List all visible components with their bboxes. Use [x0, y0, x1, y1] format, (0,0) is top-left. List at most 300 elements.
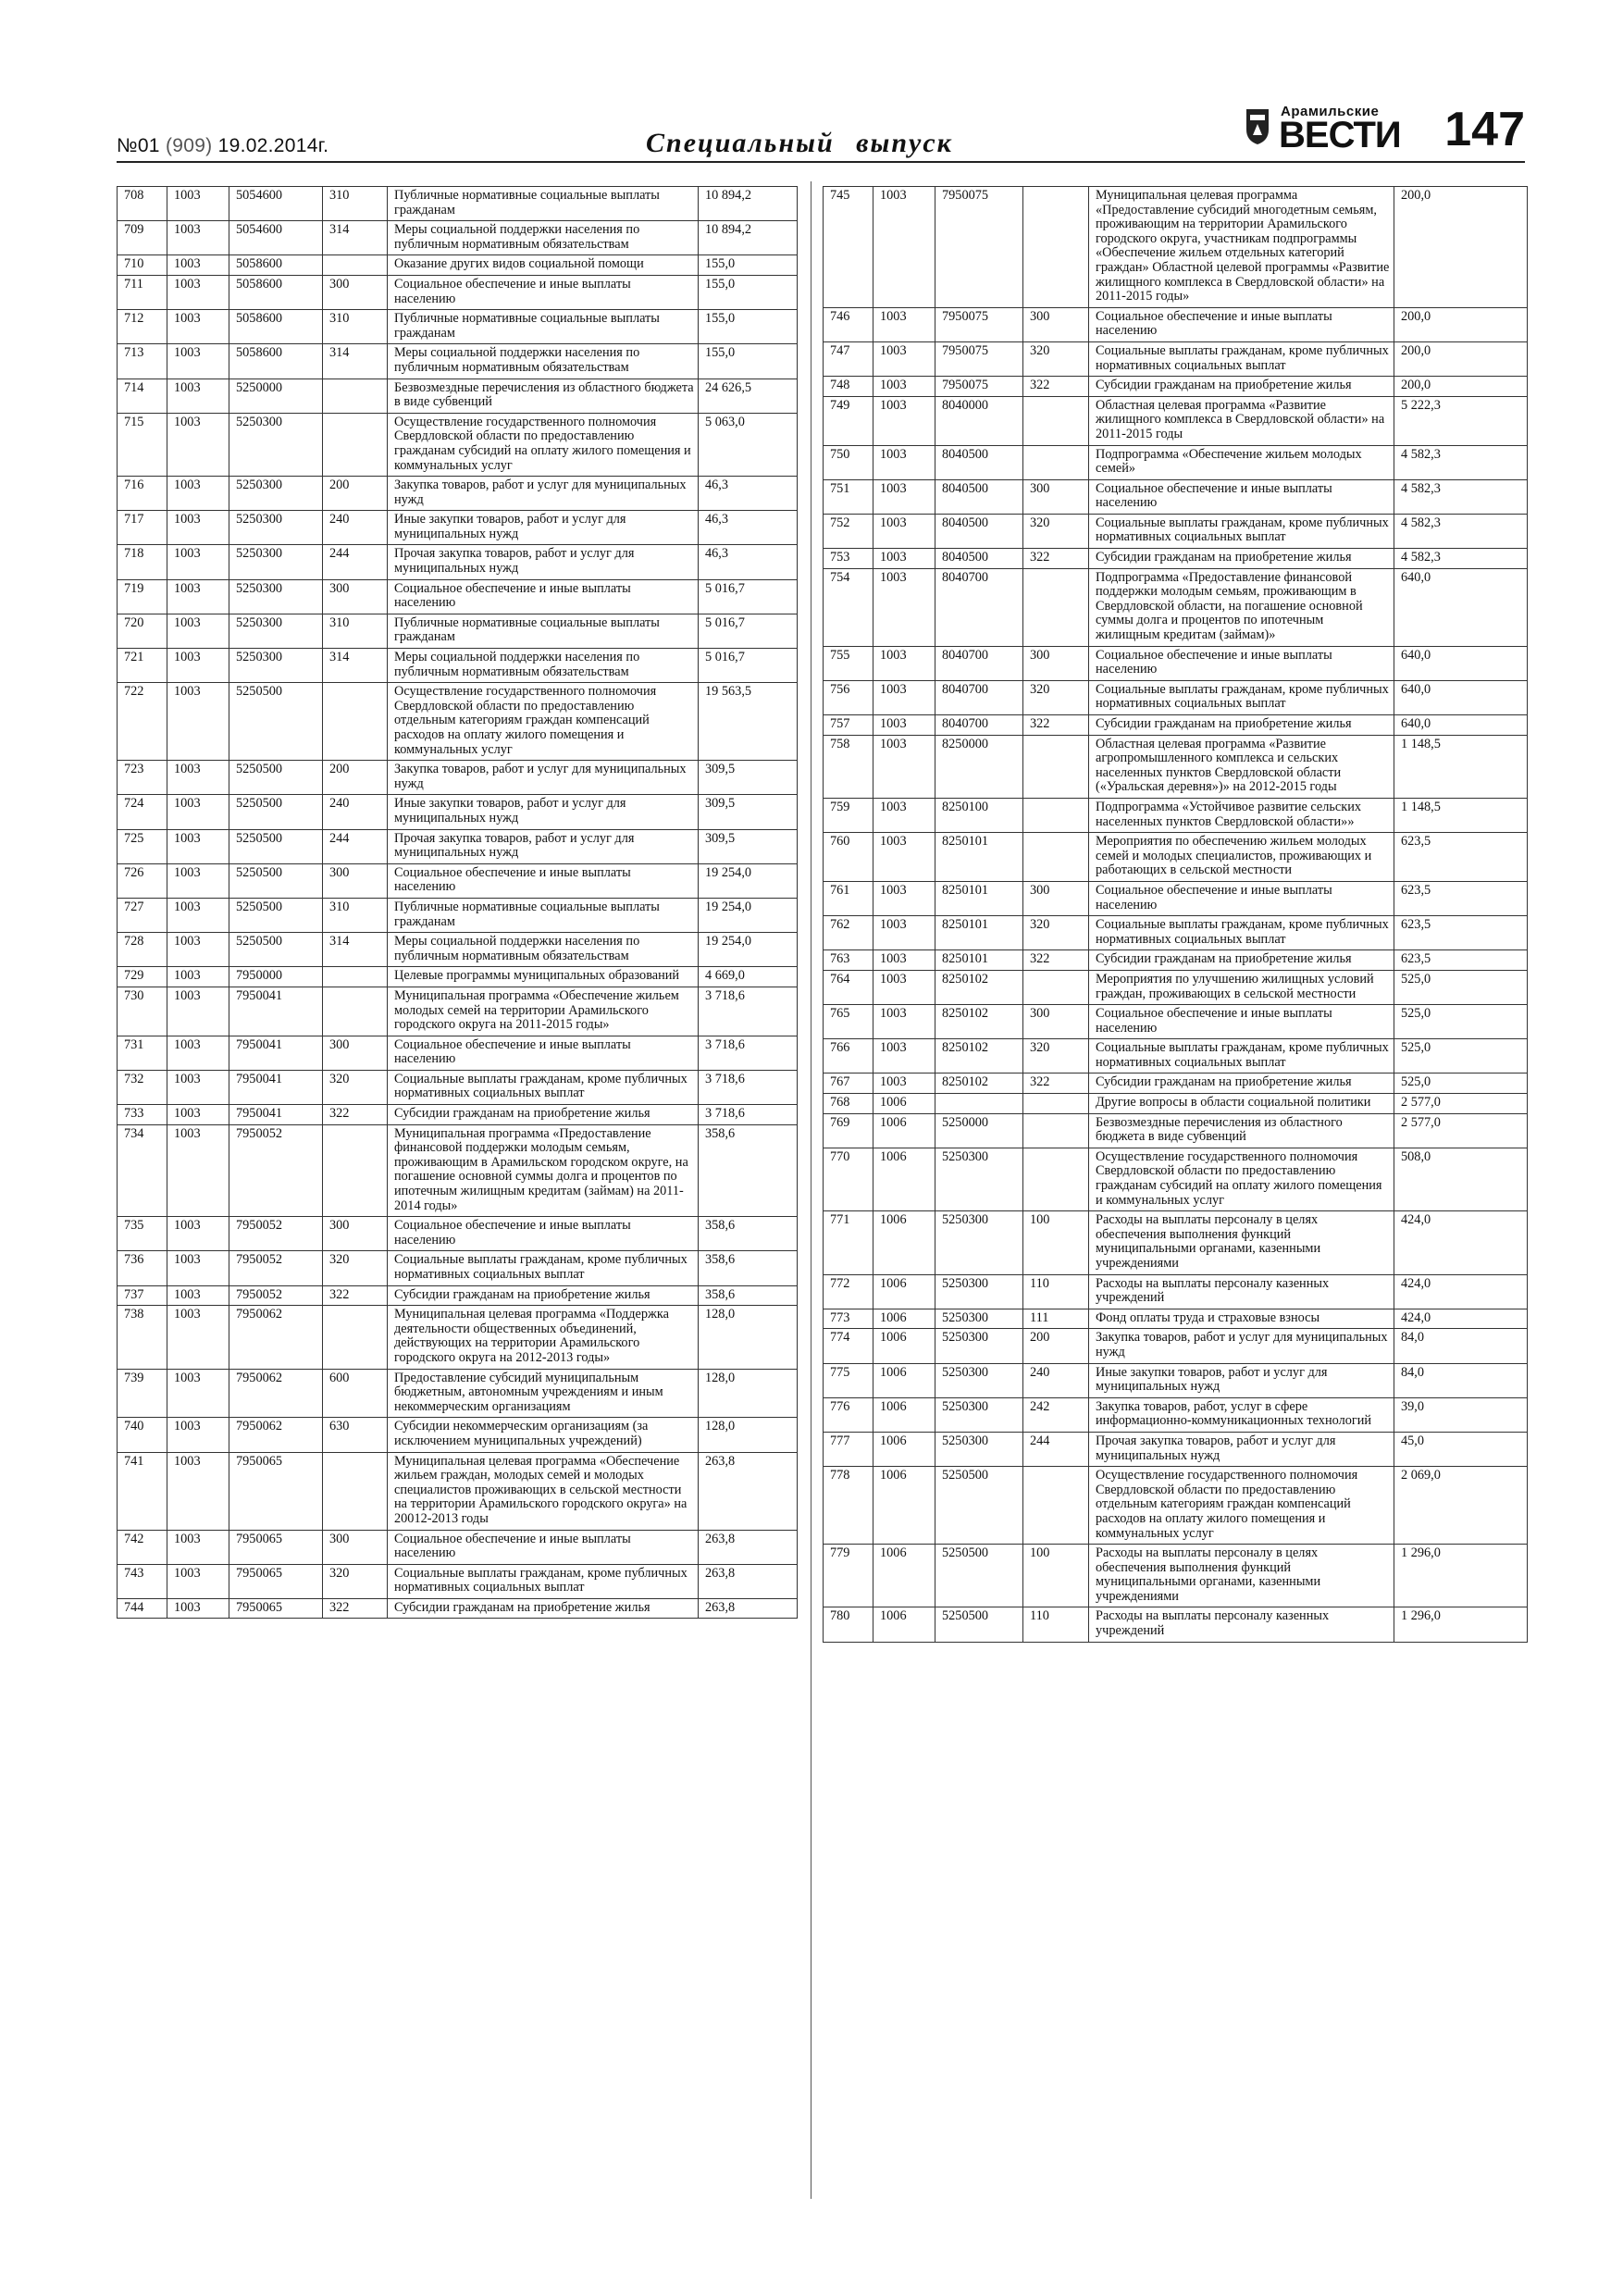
target-code-cell: 5250300	[935, 1397, 1023, 1432]
description-cell: Социальное обеспечение и иные выплаты населению	[388, 579, 699, 614]
table-row	[118, 1251, 798, 1285]
column-divider	[811, 181, 812, 2199]
expense-type-cell	[1023, 798, 1089, 832]
target-code-cell: 7950041	[229, 1105, 323, 1125]
section-code-cell: 1003	[873, 1005, 935, 1039]
table-row	[118, 795, 798, 829]
expense-type-cell: 240	[1023, 1363, 1089, 1397]
row-number-cell: 736	[118, 1251, 167, 1285]
section-code-cell: 1003	[167, 379, 229, 413]
row-number-cell: 742	[118, 1530, 167, 1564]
expense-type-cell: 300	[1023, 479, 1089, 514]
target-code-cell: 7950075	[935, 307, 1023, 341]
target-code-cell: 7950052	[229, 1124, 323, 1217]
expense-type-cell: 320	[1023, 680, 1089, 714]
row-number-cell: 734	[118, 1124, 167, 1217]
amount-cell: 4 582,3	[1394, 479, 1528, 514]
section-code-cell: 1006	[873, 1329, 935, 1363]
row-number-cell: 752	[824, 514, 873, 548]
row-number-cell: 709	[118, 221, 167, 255]
amount-cell: 525,0	[1394, 1074, 1528, 1094]
row-number-cell: 738	[118, 1306, 167, 1369]
row-number-cell: 717	[118, 511, 167, 545]
expense-type-cell: 200	[323, 477, 388, 511]
table-row	[824, 1607, 1528, 1642]
description-cell: Расходы на выплаты персоналу казенных учреждений	[1089, 1274, 1394, 1309]
table-row	[118, 545, 798, 579]
target-code-cell: 5250300	[229, 511, 323, 545]
description-cell: Осуществление государственного полномочия Свердловской области по предоставлению отдельным категориям граждан компенсаций расходов на оплату жилого помещения и коммунальных услуг	[388, 683, 699, 761]
row-number-cell: 726	[118, 863, 167, 898]
section-code-cell: 1003	[167, 898, 229, 932]
expense-type-cell: 322	[1023, 950, 1089, 971]
target-code-cell: 5250500	[229, 761, 323, 795]
section-code-cell: 1006	[873, 1363, 935, 1397]
target-code-cell: 7950041	[229, 1070, 323, 1104]
table-row	[118, 1418, 798, 1452]
description-cell: Муниципальная целевая программа «Поддержка деятельности общественных объединений, действующих на территории Арамильского городского округа на 2012-2013 годы»	[388, 1306, 699, 1369]
table-row	[824, 881, 1528, 915]
amount-cell: 5 016,7	[699, 614, 798, 648]
issue-info	[117, 135, 328, 157]
section-code-cell: 1006	[873, 1607, 935, 1642]
section-code-cell: 1003	[873, 377, 935, 397]
section-code-cell: 1006	[873, 1274, 935, 1309]
row-number-cell: 772	[824, 1274, 873, 1309]
table-row	[824, 1274, 1528, 1309]
target-code-cell: 5250300	[229, 545, 323, 579]
expense-type-cell	[323, 379, 388, 413]
target-code-cell: 8250102	[935, 1074, 1023, 1094]
expense-type-cell: 111	[1023, 1309, 1089, 1329]
section-code-cell: 1006	[873, 1148, 935, 1210]
description-cell: Социальные выплаты гражданам, кроме публичных нормативных социальных выплат	[1089, 1039, 1394, 1074]
amount-cell: 358,6	[699, 1124, 798, 1217]
table-row	[118, 413, 798, 476]
section-code-cell: 1003	[873, 833, 935, 882]
amount-cell: 84,0	[1394, 1363, 1528, 1397]
description-cell: Социальные выплаты гражданам, кроме публичных нормативных социальных выплат	[388, 1564, 699, 1598]
row-number-cell: 712	[118, 310, 167, 344]
description-cell: Социальное обеспечение и иные выплаты населению	[388, 1217, 699, 1251]
amount-cell: 200,0	[1394, 187, 1528, 308]
row-number-cell: 749	[824, 396, 873, 445]
table-row	[824, 1467, 1528, 1545]
target-code-cell: 5250500	[229, 795, 323, 829]
amount-cell: 623,5	[1394, 916, 1528, 950]
table-row	[824, 1363, 1528, 1397]
row-number-cell: 724	[118, 795, 167, 829]
table-row	[118, 1598, 798, 1619]
expense-type-cell	[323, 987, 388, 1036]
amount-cell: 19 563,5	[699, 683, 798, 761]
row-number-cell: 753	[824, 549, 873, 569]
section-code-cell: 1003	[873, 646, 935, 680]
row-number-cell: 748	[824, 377, 873, 397]
section-code-cell: 1003	[167, 967, 229, 987]
description-cell: Закупка товаров, работ и услуг для муниципальных нужд	[388, 477, 699, 511]
table-row	[824, 1432, 1528, 1466]
section-code-cell: 1006	[873, 1113, 935, 1148]
description-cell: Субсидии гражданам на приобретение жилья	[1089, 1074, 1394, 1094]
table-row	[824, 445, 1528, 479]
row-number-cell: 740	[118, 1418, 167, 1452]
expense-type-cell: 314	[323, 933, 388, 967]
expense-type-cell: 300	[323, 275, 388, 309]
target-code-cell: 7950065	[229, 1598, 323, 1619]
description-cell: Муниципальная целевая программа «Предоставление субсидий многодетным семьям, проживающим на территории Арамильского городского округа, участникам подпрограммы «Обеспечение жильем отдельных категорий граждан» Областной целевой программы «Развитие жилищного комплекса в Свердловской области» на 2011-2015 годы»	[1089, 187, 1394, 308]
description-cell: Социальное обеспечение и иные выплаты населению	[1089, 307, 1394, 341]
row-number-cell: 750	[824, 445, 873, 479]
amount-cell: 2 069,0	[1394, 1467, 1528, 1545]
description-cell: Публичные нормативные социальные выплаты гражданам	[388, 310, 699, 344]
table-row	[118, 829, 798, 863]
expense-type-cell	[1023, 1113, 1089, 1148]
table-row	[824, 970, 1528, 1004]
section-code-cell: 1003	[167, 477, 229, 511]
section-code-cell: 1003	[873, 735, 935, 798]
description-cell: Подпрограмма «Обеспечение жильем молодых семей»	[1089, 445, 1394, 479]
target-code-cell: 7950000	[229, 967, 323, 987]
section-code-cell: 1003	[873, 1074, 935, 1094]
expense-type-cell: 200	[323, 761, 388, 795]
description-cell: Осуществление государственного полномочия Свердловской области по предоставлению отдельным категориям граждан компенсаций расходов на оплату жилого помещения и коммунальных услуг	[1089, 1467, 1394, 1545]
table-row	[824, 950, 1528, 971]
row-number-cell: 711	[118, 275, 167, 309]
section-code-cell: 1003	[873, 916, 935, 950]
expense-type-cell: 322	[323, 1105, 388, 1125]
description-cell: Субсидии гражданам на приобретение жилья	[1089, 950, 1394, 971]
section-code-cell: 1003	[167, 863, 229, 898]
row-number-cell: 773	[824, 1309, 873, 1329]
amount-cell: 309,5	[699, 795, 798, 829]
table-row	[118, 579, 798, 614]
amount-cell: 84,0	[1394, 1329, 1528, 1363]
description-cell: Социальное обеспечение и иные выплаты населению	[1089, 646, 1394, 680]
row-number-cell: 777	[824, 1432, 873, 1466]
section-code-cell: 1003	[873, 445, 935, 479]
section-code-cell: 1003	[167, 1036, 229, 1070]
target-code-cell: 8040700	[935, 715, 1023, 736]
table-row	[824, 916, 1528, 950]
table-row	[118, 967, 798, 987]
expense-type-cell	[323, 967, 388, 987]
section-code-cell: 1003	[167, 761, 229, 795]
expense-type-cell: 300	[323, 579, 388, 614]
row-number-cell: 728	[118, 933, 167, 967]
target-code-cell: 8250101	[935, 950, 1023, 971]
target-code-cell: 8250102	[935, 1005, 1023, 1039]
amount-cell: 263,8	[699, 1530, 798, 1564]
target-code-cell: 7950065	[229, 1530, 323, 1564]
row-number-cell: 763	[824, 950, 873, 971]
table-row	[824, 1397, 1528, 1432]
amount-cell: 2 577,0	[1394, 1094, 1528, 1114]
table-row	[118, 683, 798, 761]
description-cell: Расходы на выплаты персоналу в целях обеспечения выполнения функций муниципальными органами, казенными учреждениями	[1089, 1545, 1394, 1607]
table-row	[824, 1211, 1528, 1274]
target-code-cell: 7950062	[229, 1418, 323, 1452]
section-code-cell: 1006	[873, 1397, 935, 1432]
expense-type-cell	[323, 1124, 388, 1217]
expense-type-cell: 300	[1023, 307, 1089, 341]
section-code-cell: 1003	[167, 1369, 229, 1418]
expense-type-cell: 320	[1023, 916, 1089, 950]
section-code-cell: 1003	[873, 396, 935, 445]
expense-type-cell: 300	[323, 1217, 388, 1251]
target-code-cell: 5250300	[229, 477, 323, 511]
amount-cell: 128,0	[699, 1306, 798, 1369]
row-number-cell: 746	[824, 307, 873, 341]
amount-cell: 3 718,6	[699, 1105, 798, 1125]
row-number-cell: 725	[118, 829, 167, 863]
section-code-cell: 1003	[873, 307, 935, 341]
target-code-cell: 5250500	[229, 829, 323, 863]
section-code-cell: 1006	[873, 1432, 935, 1466]
row-number-cell: 729	[118, 967, 167, 987]
logo-small-text: Арамильские	[1281, 104, 1380, 119]
table-row	[118, 477, 798, 511]
expense-type-cell	[323, 683, 388, 761]
amount-cell: 3 718,6	[699, 1036, 798, 1070]
amount-cell: 128,0	[699, 1369, 798, 1418]
table-row	[824, 715, 1528, 736]
description-cell: Субсидии гражданам на приобретение жилья	[388, 1598, 699, 1619]
expense-type-cell: 300	[323, 1530, 388, 1564]
section-code-cell: 1003	[167, 1598, 229, 1619]
table-row	[824, 1113, 1528, 1148]
table-row	[118, 649, 798, 683]
description-cell: Социальные выплаты гражданам, кроме публичных нормативных социальных выплат	[388, 1251, 699, 1285]
section-code-cell: 1003	[873, 187, 935, 308]
row-number-cell: 761	[824, 881, 873, 915]
target-code-cell: 5250300	[935, 1148, 1023, 1210]
target-code-cell: 5250500	[229, 863, 323, 898]
section-code-cell: 1003	[873, 1039, 935, 1074]
description-cell: Меры социальной поддержки населения по публичным нормативным обязательствам	[388, 344, 699, 379]
row-number-cell: 769	[824, 1113, 873, 1148]
row-number-cell: 776	[824, 1397, 873, 1432]
coat-of-arms-icon	[1244, 107, 1271, 146]
description-cell: Другие вопросы в области социальной политики	[1089, 1094, 1394, 1114]
section-code-cell: 1003	[167, 221, 229, 255]
table-row	[118, 344, 798, 379]
target-code-cell: 8040500	[935, 514, 1023, 548]
section-code-cell: 1003	[873, 881, 935, 915]
expense-type-cell	[323, 255, 388, 276]
description-cell: Областная целевая программа «Развитие агропромышленного комплекса и сельских населенных пунктов Свердловской области («Уральская деревня»)» на 2012-2015 годы	[1089, 735, 1394, 798]
description-cell: Субсидии гражданам на приобретение жилья	[388, 1285, 699, 1306]
table-row	[118, 1306, 798, 1369]
description-cell: Субсидии гражданам на приобретение жилья	[1089, 377, 1394, 397]
section-code-cell: 1003	[167, 579, 229, 614]
description-cell: Публичные нормативные социальные выплаты гражданам	[388, 898, 699, 932]
description-cell: Иные закупки товаров, работ и услуг для муниципальных нужд	[388, 795, 699, 829]
budget-table-left-body	[118, 187, 798, 1619]
table-row	[118, 1105, 798, 1125]
description-cell: Социальные выплаты гражданам, кроме публичных нормативных социальных выплат	[1089, 341, 1394, 376]
amount-cell: 4 582,3	[1394, 549, 1528, 569]
target-code-cell: 5250300	[935, 1274, 1023, 1309]
section-code-cell: 1003	[873, 950, 935, 971]
target-code-cell: 5054600	[229, 221, 323, 255]
target-code-cell: 7950052	[229, 1217, 323, 1251]
target-code-cell: 8040500	[935, 549, 1023, 569]
amount-cell: 45,0	[1394, 1432, 1528, 1466]
expense-type-cell: 244	[323, 545, 388, 579]
target-code-cell: 8250100	[935, 798, 1023, 832]
issue-paren: (909)	[165, 135, 213, 156]
amount-cell: 623,5	[1394, 881, 1528, 915]
special-issue-title: Специальный выпуск	[646, 128, 953, 158]
expense-type-cell: 300	[323, 863, 388, 898]
table-row	[118, 1217, 798, 1251]
description-cell: Расходы на выплаты персоналу в целях обеспечения выполнения функций муниципальными органами, казенными учреждениями	[1089, 1211, 1394, 1274]
table-row	[824, 1039, 1528, 1074]
amount-cell: 3 718,6	[699, 1070, 798, 1104]
table-row	[824, 377, 1528, 397]
amount-cell: 46,3	[699, 511, 798, 545]
table-row	[118, 310, 798, 344]
row-number-cell: 737	[118, 1285, 167, 1306]
table-row	[118, 898, 798, 932]
row-number-cell: 765	[824, 1005, 873, 1039]
table-row	[824, 646, 1528, 680]
target-code-cell: 5250300	[935, 1309, 1023, 1329]
table-row	[118, 1452, 798, 1530]
amount-cell: 424,0	[1394, 1211, 1528, 1274]
section-code-cell: 1006	[873, 1094, 935, 1114]
target-code-cell: 7950062	[229, 1306, 323, 1369]
row-number-cell: 774	[824, 1329, 873, 1363]
description-cell: Прочая закупка товаров, работ и услуг для муниципальных нужд	[1089, 1432, 1394, 1466]
expense-type-cell	[1023, 970, 1089, 1004]
row-number-cell: 755	[824, 646, 873, 680]
description-cell: Социальные выплаты гражданам, кроме публичных нормативных социальных выплат	[1089, 680, 1394, 714]
amount-cell: 623,5	[1394, 950, 1528, 971]
section-code-cell: 1003	[167, 1285, 229, 1306]
table-row	[118, 379, 798, 413]
description-cell: Социальное обеспечение и иные выплаты населению	[1089, 881, 1394, 915]
section-code-cell: 1003	[873, 970, 935, 1004]
expense-type-cell: 314	[323, 221, 388, 255]
amount-cell: 4 669,0	[699, 967, 798, 987]
expense-type-cell: 322	[1023, 377, 1089, 397]
amount-cell: 4 582,3	[1394, 514, 1528, 548]
row-number-cell: 751	[824, 479, 873, 514]
target-code-cell: 5250300	[229, 614, 323, 648]
amount-cell: 19 254,0	[699, 933, 798, 967]
section-code-cell: 1006	[873, 1545, 935, 1607]
expense-type-cell	[1023, 1467, 1089, 1545]
target-code-cell: 5058600	[229, 255, 323, 276]
description-cell: Областная целевая программа «Развитие жилищного комплекса в Свердловской области» на 2011-2015 годы	[1089, 396, 1394, 445]
description-cell: Подпрограмма «Устойчивое развитие сельских населенных пунктов Свердловской области»»	[1089, 798, 1394, 832]
section-code-cell: 1003	[167, 344, 229, 379]
description-cell: Меры социальной поддержки населения по публичным нормативным обязательствам	[388, 933, 699, 967]
section-code-cell: 1003	[167, 1452, 229, 1530]
row-number-cell: 764	[824, 970, 873, 1004]
table-row	[118, 1070, 798, 1104]
description-cell: Осуществление государственного полномочия Свердловской области по предоставлению гражданам субсидий на оплату жилого помещения и коммунальных услуг	[388, 413, 699, 476]
expense-type-cell: 300	[1023, 881, 1089, 915]
target-code-cell: 8250102	[935, 1039, 1023, 1074]
expense-type-cell: 320	[323, 1251, 388, 1285]
row-number-cell: 720	[118, 614, 167, 648]
target-code-cell: 7950041	[229, 1036, 323, 1070]
expense-type-cell	[1023, 735, 1089, 798]
section-code-cell: 1003	[167, 683, 229, 761]
amount-cell: 309,5	[699, 829, 798, 863]
expense-type-cell	[323, 413, 388, 476]
row-number-cell: 730	[118, 987, 167, 1036]
expense-type-cell: 322	[1023, 1074, 1089, 1094]
table-row	[824, 1545, 1528, 1607]
row-number-cell: 741	[118, 1452, 167, 1530]
table-row	[118, 275, 798, 309]
section-code-cell: 1003	[873, 568, 935, 646]
section-code-cell: 1003	[873, 341, 935, 376]
expense-type-cell	[1023, 187, 1089, 308]
amount-cell: 5 063,0	[699, 413, 798, 476]
description-cell: Закупка товаров, работ и услуг для муниципальных нужд	[1089, 1329, 1394, 1363]
target-code-cell: 5250000	[229, 379, 323, 413]
amount-cell: 623,5	[1394, 833, 1528, 882]
amount-cell: 640,0	[1394, 680, 1528, 714]
expense-type-cell: 200	[1023, 1329, 1089, 1363]
description-cell: Социальное обеспечение и иные выплаты населению	[1089, 479, 1394, 514]
target-code-cell: 5250500	[935, 1467, 1023, 1545]
table-row	[824, 798, 1528, 832]
description-cell: Социальное обеспечение и иные выплаты населению	[388, 1036, 699, 1070]
target-code-cell: 8040700	[935, 680, 1023, 714]
description-cell: Социальное обеспечение и иные выплаты населению	[1089, 1005, 1394, 1039]
amount-cell: 1 148,5	[1394, 798, 1528, 832]
expense-type-cell: 310	[323, 614, 388, 648]
target-code-cell: 8040000	[935, 396, 1023, 445]
table-row	[824, 307, 1528, 341]
amount-cell: 263,8	[699, 1452, 798, 1530]
target-code-cell: 8250000	[935, 735, 1023, 798]
table-row	[824, 341, 1528, 376]
row-number-cell: 771	[824, 1211, 873, 1274]
expense-type-cell: 310	[323, 310, 388, 344]
expense-type-cell: 630	[323, 1418, 388, 1452]
amount-cell: 24 626,5	[699, 379, 798, 413]
expense-type-cell: 314	[323, 344, 388, 379]
expense-type-cell	[1023, 568, 1089, 646]
amount-cell: 3 718,6	[699, 987, 798, 1036]
amount-cell: 155,0	[699, 275, 798, 309]
expense-type-cell: 110	[1023, 1274, 1089, 1309]
description-cell: Социальные выплаты гражданам, кроме публичных нормативных социальных выплат	[1089, 514, 1394, 548]
description-cell: Закупка товаров, работ, услуг в сфере информационно-коммуникационных технологий	[1089, 1397, 1394, 1432]
section-code-cell: 1006	[873, 1211, 935, 1274]
row-number-cell: 733	[118, 1105, 167, 1125]
table-row	[118, 1530, 798, 1564]
description-cell: Публичные нормативные социальные выплаты гражданам	[388, 614, 699, 648]
expense-type-cell: 310	[323, 187, 388, 221]
target-code-cell: 8040700	[935, 646, 1023, 680]
expense-type-cell: 320	[323, 1564, 388, 1598]
expense-type-cell: 100	[1023, 1545, 1089, 1607]
expense-type-cell: 600	[323, 1369, 388, 1418]
table-row	[118, 863, 798, 898]
target-code-cell: 7950075	[935, 341, 1023, 376]
description-cell: Социальное обеспечение и иные выплаты населению	[388, 863, 699, 898]
budget-table-left	[117, 186, 798, 1619]
table-row	[118, 511, 798, 545]
